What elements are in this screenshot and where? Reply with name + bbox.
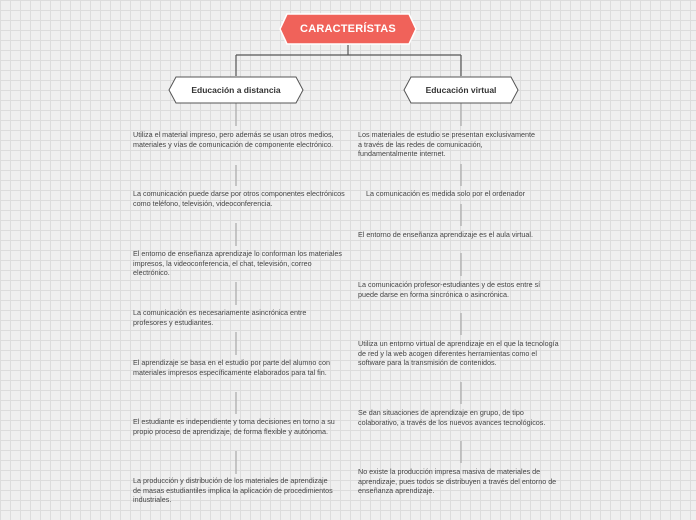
leaf-distance-2[interactable]: La comunicación puede darse por otros componentes electrónicos como teléfono, televisión, videoconferencia. <box>133 189 345 208</box>
leaf-distance-1[interactable]: Utiliza el material impreso, pero además se usan otros medios, materiales y vías de comunicación de componente electrónico. <box>133 130 334 149</box>
leaf-virtual-4[interactable]: La comunicación profesor-estudiantes y de estos entre sí puede darse en forma sincrónica o asincrónica. <box>358 280 541 299</box>
root-node[interactable] <box>279 13 417 45</box>
leaf-virtual-5[interactable]: Utiliza un entorno virtual de aprendizaje en el que la tecnología de red y la web acogen diferentes herramientas como el software para la transmisión de contenidos. <box>358 339 559 368</box>
branch-node-distance-education[interactable] <box>168 76 304 104</box>
leaf-distance-4[interactable]: La comunicación es necesariamente asincrónica entre profesores y estudiantes. <box>133 308 307 327</box>
leaf-virtual-7[interactable]: No existe la producción impresa masiva de materiales de aprendizaje, pues todos se distribuyen a través del entorno de enseñanza aprendizaje. <box>358 467 557 496</box>
leaf-distance-3[interactable]: El entorno de enseñanza aprendizaje lo conforman los materiales impresos, la videoconferencia, el chat, televisión, correo electrónico. <box>133 249 342 278</box>
leaf-virtual-2[interactable]: La comunicación es medida solo por el ordenador <box>366 189 526 198</box>
leaf-distance-7[interactable]: La producción y distribución de los materiales de aprendizaje de masas estudiantiles implica la aplicación de procedimientos industriales. <box>133 476 333 505</box>
leaf-virtual-3[interactable]: El entorno de enseñanza aprendizaje es el aula virtual. <box>358 230 534 239</box>
branch-node-label: Educación virtual <box>425 85 497 95</box>
leaf-distance-6[interactable]: El estudiante es independiente y toma decisiones en torno a su propio proceso de aprendizaje, de forma flexible y autónoma. <box>133 417 335 436</box>
leaf-virtual-1[interactable]: Los materiales de estudio se presentan exclusivamente a través de las redes de comunicación, fundamentalmente internet. <box>358 130 535 159</box>
leaf-virtual-6[interactable]: Se dan situaciones de aprendizaje en grupo, de tipo colaborativo, a través de los nuevos avances tecnológicos. <box>358 408 546 427</box>
branch-node-label: Educación a distancia <box>191 85 281 95</box>
root-node-label: CARACTERÍSTAS <box>300 23 396 35</box>
leaf-distance-5[interactable]: El aprendizaje se basa en el estudio por parte del alumno con materiales impresos específicamente elaborados para tal fin. <box>133 358 330 377</box>
branch-node-virtual-education[interactable] <box>403 76 519 104</box>
